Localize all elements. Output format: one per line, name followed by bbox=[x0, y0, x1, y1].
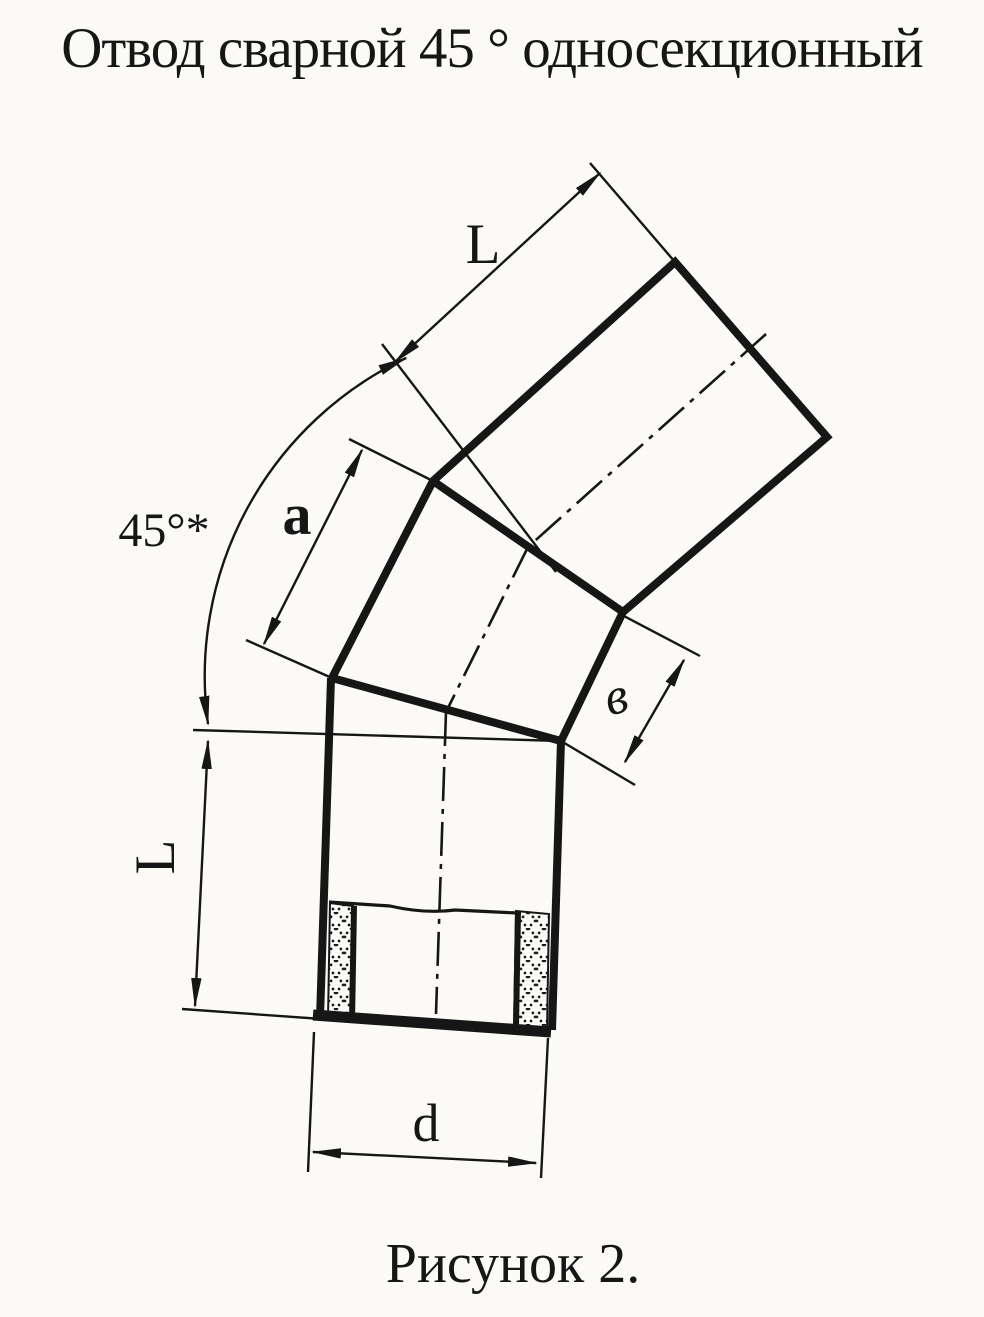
label-v: в bbox=[598, 666, 634, 728]
sleeve-hatch-left bbox=[328, 903, 353, 1022]
bottom-pipe-right-edge bbox=[552, 741, 561, 1030]
dim-line-L-left bbox=[195, 741, 208, 1006]
middle-segment-left-edge bbox=[332, 481, 433, 678]
centerline-bottom-pipe bbox=[436, 712, 446, 1014]
ext-line-v-lower bbox=[561, 741, 635, 785]
sleeve-inner-wall-left bbox=[352, 906, 354, 1022]
figure-caption: Рисунок 2. bbox=[385, 1233, 641, 1295]
drawing-title: Отвод сварной 45 ° односекционный bbox=[61, 17, 923, 80]
dim-line-a bbox=[264, 450, 362, 644]
ext-line-miter-horizontal bbox=[193, 730, 561, 741]
sleeve-top-edge bbox=[329, 902, 517, 913]
ext-line-v-upper bbox=[622, 615, 700, 656]
ext-line-bottom-face bbox=[182, 1009, 322, 1019]
ext-line-d-right bbox=[541, 1038, 548, 1178]
sleeve-inner-wall-right bbox=[516, 912, 518, 1028]
label-L-top: L bbox=[465, 213, 501, 276]
centerline-middle-segment bbox=[446, 547, 528, 712]
dim-line-v bbox=[625, 660, 684, 762]
label-L-left: L bbox=[124, 839, 187, 875]
ext-line-a-upper bbox=[349, 439, 433, 481]
ext-line-a-lower bbox=[246, 640, 332, 678]
ext-line-top-face bbox=[590, 163, 675, 262]
top-pipe-outline bbox=[433, 262, 827, 612]
label-a: a bbox=[282, 482, 312, 547]
label-45deg: 45°* bbox=[118, 504, 210, 557]
label-d: d bbox=[412, 1093, 440, 1153]
dim-line-d bbox=[313, 1152, 536, 1163]
